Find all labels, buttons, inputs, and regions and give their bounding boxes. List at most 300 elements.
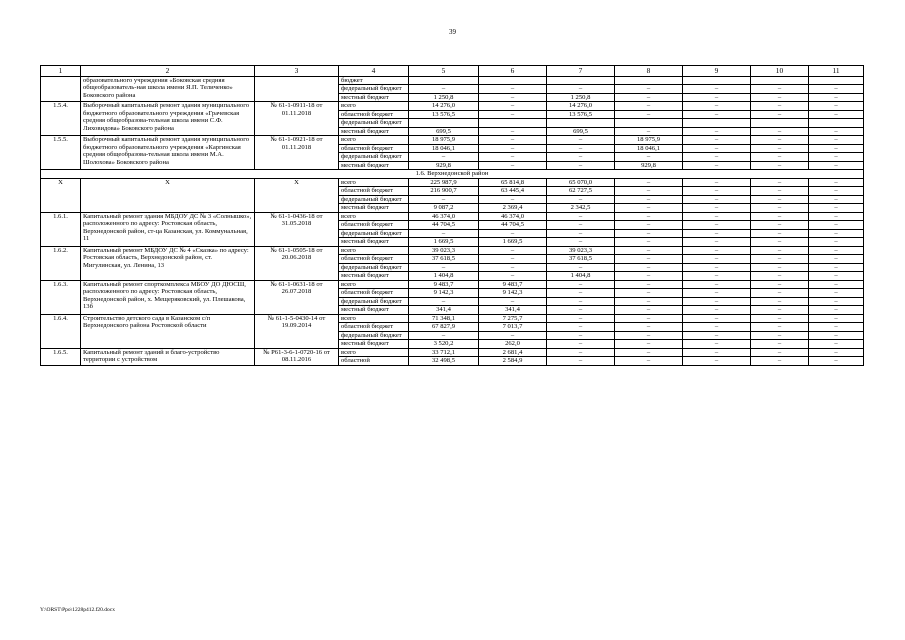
value-cell: –: [809, 357, 864, 366]
value-cell: –: [615, 297, 683, 306]
table-row: [41, 136, 864, 145]
funding-source: федеральный бюджет: [339, 85, 409, 94]
value-cell: –: [479, 255, 547, 264]
value-cell: –: [751, 178, 809, 187]
section-row: [41, 170, 864, 179]
value-cell: –: [547, 280, 615, 289]
value-cell: 2 681,4: [479, 348, 547, 357]
value-cell: 18 975,9: [409, 136, 479, 145]
value-cell: 44 704,5: [479, 221, 547, 230]
value-cell: 9 483,7: [479, 280, 547, 289]
value-cell: –: [809, 323, 864, 332]
value-cell: –: [683, 136, 751, 145]
value-cell: –: [615, 263, 683, 272]
value-cell: –: [683, 229, 751, 238]
value-cell: 1 669,5: [409, 238, 479, 247]
value-cell: –: [809, 221, 864, 230]
value-cell: –: [615, 110, 683, 119]
table-row: [41, 348, 864, 357]
header-cell: 3: [255, 66, 339, 77]
value-cell: –: [809, 238, 864, 247]
value-cell: –: [751, 161, 809, 170]
value-cell: –: [409, 297, 479, 306]
value-cell: [547, 119, 615, 128]
document-ref: № 61-1-0505-18 от 20.06.2018: [255, 246, 339, 280]
value-cell: –: [615, 357, 683, 366]
value-cell: –: [547, 323, 615, 332]
value-cell: –: [615, 289, 683, 298]
value-cell: 67 827,9: [409, 323, 479, 332]
value-cell: –: [751, 340, 809, 349]
row-number: 1.6.2.: [41, 246, 81, 280]
object-name: X: [81, 178, 255, 212]
value-cell: –: [809, 348, 864, 357]
header-cell: 9: [683, 66, 751, 77]
value-cell: –: [479, 272, 547, 281]
value-cell: –: [409, 85, 479, 94]
funding-source: местный бюджет: [339, 238, 409, 247]
value-cell: –: [751, 102, 809, 111]
funding-source: всего: [339, 212, 409, 221]
value-cell: –: [683, 306, 751, 315]
value-cell: [409, 119, 479, 128]
document-ref: № 61-1-0911-18 от 01.11.2018: [255, 102, 339, 136]
funding-source: местный бюджет: [339, 161, 409, 170]
value-cell: –: [615, 178, 683, 187]
value-cell: –: [547, 136, 615, 145]
value-cell: –: [547, 306, 615, 315]
value-cell: –: [683, 238, 751, 247]
value-cell: –: [683, 331, 751, 340]
value-cell: –: [683, 93, 751, 102]
value-cell: –: [683, 153, 751, 162]
row-number: [41, 76, 81, 102]
value-cell: 341,4: [409, 306, 479, 315]
value-cell: 18 046,1: [615, 144, 683, 153]
value-cell: 46 374,0: [409, 212, 479, 221]
document-ref: № 61-1-0631-18 от 26.07.2018: [255, 280, 339, 314]
funding-source: всего: [339, 348, 409, 357]
value-cell: –: [547, 212, 615, 221]
funding-source: местный бюджет: [339, 272, 409, 281]
value-cell: –: [683, 297, 751, 306]
value-cell: –: [547, 229, 615, 238]
value-cell: –: [683, 340, 751, 349]
value-cell: –: [615, 255, 683, 264]
table-body: [41, 76, 864, 365]
value-cell: –: [751, 110, 809, 119]
value-cell: –: [683, 255, 751, 264]
value-cell: 39 023,3: [547, 246, 615, 255]
document-ref: X: [255, 178, 339, 212]
value-cell: 225 987,9: [409, 178, 479, 187]
value-cell: 2 584,9: [479, 357, 547, 366]
funding-source: областной бюджет: [339, 323, 409, 332]
value-cell: –: [751, 93, 809, 102]
value-cell: 18 975,9: [615, 136, 683, 145]
document-ref: [255, 76, 339, 102]
funding-source: областной бюджет: [339, 110, 409, 119]
value-cell: –: [409, 263, 479, 272]
value-cell: [547, 76, 615, 85]
value-cell: 929,8: [615, 161, 683, 170]
value-cell: –: [809, 187, 864, 196]
value-cell: –: [547, 195, 615, 204]
value-cell: –: [751, 331, 809, 340]
value-cell: –: [809, 314, 864, 323]
object-name: Выборочный капитальный ремонт здания муниципального бюджетного образовательного учреждения «Грачевская средняя общеобразова-тельная школа имени С.Ф. Лиховидова» Боковского района: [81, 102, 255, 136]
funding-source: областной бюджет: [339, 144, 409, 153]
value-cell: –: [809, 195, 864, 204]
funding-source: всего: [339, 246, 409, 255]
object-name: Капитальный ремонт спорткомплекса МБОУ ДО ДЮСШ, расположенного по адресу: Ростовская область, Верхнедонской район, х. Мещеряковский, ул. Плешакова, 13б: [81, 280, 255, 314]
object-name: Капитальный ремонт здания МБДОУ ДС № 3 «Солнышко», расположенного по адресу: Ростовская область, Верхнедонской район, ст-ца Казанская, ул. Коммунальная, 11: [81, 212, 255, 246]
value-cell: –: [751, 348, 809, 357]
value-cell: –: [809, 93, 864, 102]
value-cell: –: [547, 85, 615, 94]
value-cell: 1 404,8: [409, 272, 479, 281]
header-cell: 2: [81, 66, 255, 77]
value-cell: –: [683, 280, 751, 289]
value-cell: –: [809, 340, 864, 349]
value-cell: –: [615, 229, 683, 238]
value-cell: –: [751, 85, 809, 94]
object-name: образовательного учреждения «Боковская средняя общеобразователь-ная школа имени Я.П. Теличенко» Боковского района: [81, 76, 255, 102]
row-number: 1.5.4.: [41, 102, 81, 136]
value-cell: 13 576,5: [547, 110, 615, 119]
row-number: 1.6.5.: [41, 348, 81, 365]
budget-table: [40, 65, 864, 366]
funding-source: местный бюджет: [339, 306, 409, 315]
budget-table-container: [40, 65, 863, 366]
table-row: [41, 76, 864, 85]
value-cell: –: [683, 187, 751, 196]
row-number: 1.6.1.: [41, 212, 81, 246]
value-cell: –: [809, 110, 864, 119]
value-cell: –: [615, 323, 683, 332]
value-cell: –: [809, 153, 864, 162]
table-row: [41, 178, 864, 187]
value-cell: [683, 119, 751, 128]
value-cell: –: [547, 348, 615, 357]
value-cell: –: [547, 144, 615, 153]
value-cell: –: [615, 331, 683, 340]
value-cell: –: [809, 204, 864, 213]
value-cell: 9 142,3: [409, 289, 479, 298]
value-cell: 2 342,5: [547, 204, 615, 213]
header-row: [41, 66, 864, 77]
value-cell: –: [683, 357, 751, 366]
document-ref: № Р61-3-6-1-0720-16 от 08.11.2016: [255, 348, 339, 365]
value-cell: –: [479, 127, 547, 136]
header-cell: 11: [809, 66, 864, 77]
value-cell: 1 669,5: [479, 238, 547, 247]
value-cell: 699,5: [409, 127, 479, 136]
value-cell: –: [751, 127, 809, 136]
header-cell: 8: [615, 66, 683, 77]
value-cell: –: [547, 297, 615, 306]
value-cell: –: [751, 212, 809, 221]
value-cell: 2 369,4: [479, 204, 547, 213]
funding-source: областной бюджет: [339, 221, 409, 230]
value-cell: 1 250,8: [409, 93, 479, 102]
value-cell: 13 576,5: [409, 110, 479, 119]
value-cell: 14 276,0: [409, 102, 479, 111]
header-cell: 1: [41, 66, 81, 77]
value-cell: 699,5: [547, 127, 615, 136]
funding-source: федеральный бюджет: [339, 297, 409, 306]
value-cell: –: [751, 153, 809, 162]
object-name: Строительство детского сада в Казанском с/п Верхнедонского района Ростовской области: [81, 314, 255, 348]
value-cell: –: [547, 238, 615, 247]
value-cell: [479, 76, 547, 85]
value-cell: 7 013,7: [479, 323, 547, 332]
value-cell: –: [547, 221, 615, 230]
funding-source: местный бюджет: [339, 340, 409, 349]
table-row: [41, 102, 864, 111]
value-cell: 65 814,8: [479, 178, 547, 187]
value-cell: 62 727,5: [547, 187, 615, 196]
value-cell: –: [615, 340, 683, 349]
table-row: [41, 212, 864, 221]
value-cell: –: [751, 204, 809, 213]
value-cell: –: [615, 306, 683, 315]
row-number: 1.6.3.: [41, 280, 81, 314]
value-cell: –: [615, 246, 683, 255]
funding-source: федеральный бюджет: [339, 195, 409, 204]
value-cell: –: [809, 229, 864, 238]
value-cell: [751, 119, 809, 128]
value-cell: –: [751, 289, 809, 298]
value-cell: –: [809, 297, 864, 306]
object-name: Капитальный ремонт МБДОУ ДС № 4 «Сказка» по адресу: Ростовская область, Верхнедонской район, ст. Мигулинская, ул. Ленина, 13: [81, 246, 255, 280]
value-cell: 37 618,5: [409, 255, 479, 264]
value-cell: –: [479, 297, 547, 306]
value-cell: 262,0: [479, 340, 547, 349]
value-cell: [809, 76, 864, 85]
value-cell: –: [615, 221, 683, 230]
value-cell: [615, 119, 683, 128]
value-cell: –: [615, 102, 683, 111]
value-cell: [751, 76, 809, 85]
value-cell: –: [547, 357, 615, 366]
funding-source: областной: [339, 357, 409, 366]
value-cell: –: [547, 314, 615, 323]
header-cell: 7: [547, 66, 615, 77]
value-cell: 216 900,7: [409, 187, 479, 196]
value-cell: –: [409, 153, 479, 162]
funding-source: федеральный бюджет: [339, 331, 409, 340]
value-cell: 929,8: [409, 161, 479, 170]
value-cell: –: [809, 246, 864, 255]
object-name: Выборочный капитальный ремонт здания муниципального бюджетного образовательного учреждения «Каргинская средняя общеобразова-тельная школа имени М.А. Шолохова» Боковского района: [81, 136, 255, 170]
value-cell: –: [751, 263, 809, 272]
value-cell: –: [683, 272, 751, 281]
value-cell: –: [547, 331, 615, 340]
value-cell: –: [751, 136, 809, 145]
file-path-footer: Y:\ORST\Ppo\1228p412.f20.docx: [40, 607, 115, 613]
value-cell: –: [409, 195, 479, 204]
funding-source: местный бюджет: [339, 127, 409, 136]
value-cell: –: [809, 178, 864, 187]
value-cell: –: [479, 110, 547, 119]
value-cell: 7 275,7: [479, 314, 547, 323]
funding-source: всего: [339, 280, 409, 289]
value-cell: –: [479, 102, 547, 111]
value-cell: –: [751, 323, 809, 332]
document-ref: № 61-1-0921-18 от 01.11.2018: [255, 136, 339, 170]
value-cell: –: [547, 263, 615, 272]
value-cell: –: [615, 314, 683, 323]
value-cell: –: [479, 136, 547, 145]
value-cell: –: [809, 212, 864, 221]
value-cell: [809, 119, 864, 128]
value-cell: 65 070,0: [547, 178, 615, 187]
funding-source: всего: [339, 314, 409, 323]
value-cell: [409, 76, 479, 85]
value-cell: –: [809, 255, 864, 264]
value-cell: –: [409, 331, 479, 340]
header-cell: 10: [751, 66, 809, 77]
value-cell: 1 404,8: [547, 272, 615, 281]
value-cell: –: [547, 153, 615, 162]
funding-source: областной бюджет: [339, 255, 409, 264]
value-cell: 39 023,3: [409, 246, 479, 255]
value-cell: –: [547, 161, 615, 170]
value-cell: –: [751, 280, 809, 289]
value-cell: –: [615, 204, 683, 213]
value-cell: –: [683, 195, 751, 204]
page-number: 39: [449, 28, 456, 36]
table-row: [41, 246, 864, 255]
header-cell: 5: [409, 66, 479, 77]
value-cell: 33 712,1: [409, 348, 479, 357]
value-cell: –: [547, 289, 615, 298]
value-cell: 9 087,2: [409, 204, 479, 213]
value-cell: –: [683, 110, 751, 119]
value-cell: –: [683, 212, 751, 221]
document-ref: № 61-1-0436-18 от 31.05.2018: [255, 212, 339, 246]
header-cell: 4: [339, 66, 409, 77]
document-ref: № 61-1-5-0430-14 от 19.09.2014: [255, 314, 339, 348]
table-row: [41, 280, 864, 289]
value-cell: –: [683, 263, 751, 272]
value-cell: –: [615, 85, 683, 94]
value-cell: –: [751, 272, 809, 281]
value-cell: –: [683, 102, 751, 111]
table-row: [41, 314, 864, 323]
value-cell: [683, 76, 751, 85]
section-title: 1.6. Верхнедонской район: [41, 170, 864, 179]
value-cell: –: [615, 93, 683, 102]
value-cell: –: [809, 263, 864, 272]
funding-source: федеральный бюджет: [339, 263, 409, 272]
value-cell: –: [615, 238, 683, 247]
value-cell: 3 520,2: [409, 340, 479, 349]
value-cell: –: [479, 161, 547, 170]
funding-source: федеральный бюджет: [339, 119, 409, 128]
value-cell: 32 498,5: [409, 357, 479, 366]
value-cell: –: [751, 144, 809, 153]
value-cell: –: [809, 272, 864, 281]
row-number: 1.5.5.: [41, 136, 81, 170]
value-cell: 9 142,3: [479, 289, 547, 298]
value-cell: –: [479, 85, 547, 94]
value-cell: –: [615, 280, 683, 289]
funding-source: областной бюджет: [339, 187, 409, 196]
value-cell: 1 250,8: [547, 93, 615, 102]
value-cell: –: [615, 212, 683, 221]
value-cell: –: [683, 289, 751, 298]
value-cell: –: [547, 340, 615, 349]
value-cell: –: [683, 204, 751, 213]
value-cell: 44 704,5: [409, 221, 479, 230]
value-cell: 46 374,0: [479, 212, 547, 221]
row-number: 1.6.4.: [41, 314, 81, 348]
value-cell: –: [479, 246, 547, 255]
value-cell: –: [751, 195, 809, 204]
funding-source: всего: [339, 136, 409, 145]
value-cell: 14 276,0: [547, 102, 615, 111]
funding-source: федеральный бюджет: [339, 229, 409, 238]
value-cell: –: [615, 195, 683, 204]
value-cell: –: [615, 272, 683, 281]
value-cell: –: [479, 93, 547, 102]
value-cell: –: [751, 187, 809, 196]
value-cell: –: [751, 314, 809, 323]
value-cell: 63 445,4: [479, 187, 547, 196]
value-cell: –: [809, 102, 864, 111]
value-cell: –: [683, 127, 751, 136]
value-cell: –: [615, 127, 683, 136]
value-cell: –: [751, 246, 809, 255]
value-cell: –: [683, 323, 751, 332]
value-cell: –: [809, 280, 864, 289]
value-cell: –: [615, 187, 683, 196]
value-cell: –: [479, 153, 547, 162]
value-cell: –: [751, 255, 809, 264]
value-cell: –: [809, 136, 864, 145]
value-cell: –: [751, 306, 809, 315]
funding-source: федеральный бюджет: [339, 153, 409, 162]
value-cell: –: [615, 153, 683, 162]
value-cell: [479, 119, 547, 128]
value-cell: –: [683, 246, 751, 255]
value-cell: –: [809, 306, 864, 315]
value-cell: –: [809, 85, 864, 94]
value-cell: –: [809, 289, 864, 298]
value-cell: 341,4: [479, 306, 547, 315]
funding-source: областной бюджет: [339, 289, 409, 298]
value-cell: –: [751, 297, 809, 306]
value-cell: –: [479, 195, 547, 204]
value-cell: –: [479, 229, 547, 238]
value-cell: –: [683, 348, 751, 357]
funding-source: местный бюджет: [339, 93, 409, 102]
value-cell: –: [809, 127, 864, 136]
value-cell: [615, 76, 683, 85]
value-cell: 18 046,1: [409, 144, 479, 153]
value-cell: –: [751, 221, 809, 230]
value-cell: –: [409, 229, 479, 238]
object-name: Капитальный ремонт зданий и благо-устройство территории с устройством: [81, 348, 255, 365]
value-cell: –: [683, 161, 751, 170]
value-cell: –: [751, 238, 809, 247]
value-cell: –: [809, 144, 864, 153]
value-cell: –: [751, 229, 809, 238]
value-cell: –: [751, 357, 809, 366]
value-cell: 71 348,1: [409, 314, 479, 323]
